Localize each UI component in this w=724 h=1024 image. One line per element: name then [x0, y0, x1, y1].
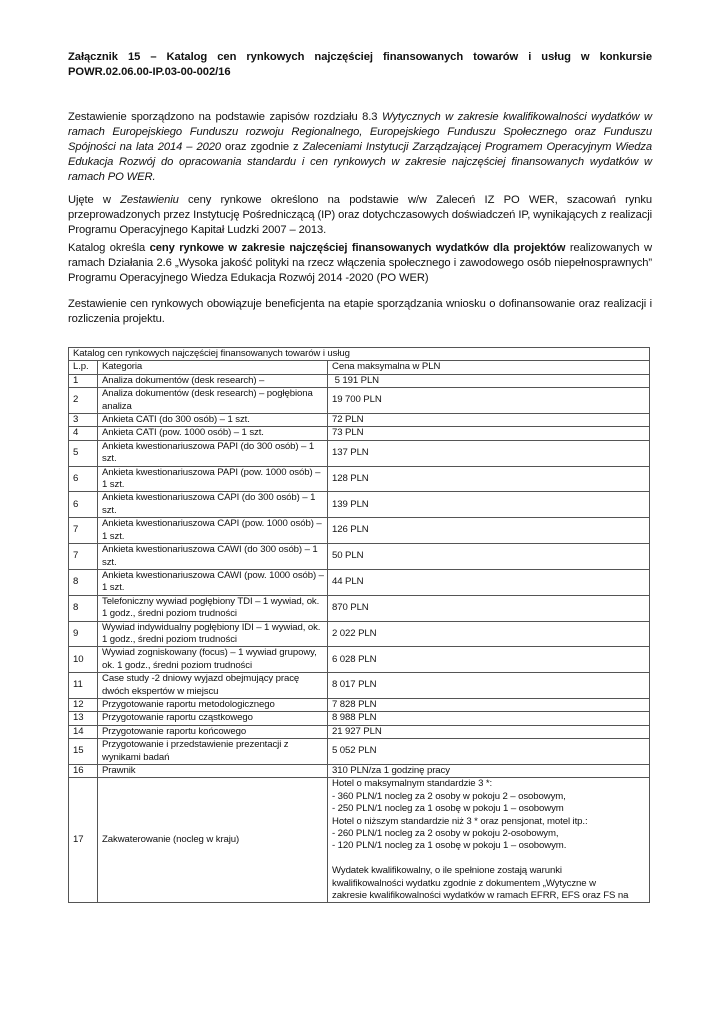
table-row	[69, 712, 650, 725]
row-price: 21 927 PLN	[328, 725, 650, 738]
row-category: Wywiad indywidualny pogłębiony IDI – 1 wywiad, ok. 1 godz., średni poziom trudności	[98, 621, 328, 647]
row-lp: 8	[69, 595, 98, 621]
table-row	[69, 698, 650, 711]
row-category: Analiza dokumentów (desk research) –	[98, 374, 328, 387]
eligibility-note-line: Wydatek kwalifikowalny, o ile spełnione zostają warunki	[332, 865, 562, 877]
row-price: 19 700 PLN	[328, 388, 650, 414]
row-price: 5 191 PLN	[328, 374, 650, 387]
table-row	[69, 569, 650, 595]
document-title: Załącznik 15 – Katalog cen rynkowych najczęściej finansowanych towarów i usług w konkursie POWR.02.06.00-IP.03-00-002/16	[68, 51, 652, 78]
row-category: Wywiad zogniskowany (focus) – 1 wywiad grupowy, ok. 1 godz., średni poziom trudności	[98, 647, 328, 673]
table-row	[69, 765, 650, 778]
row-lp: 4	[69, 427, 98, 440]
row-lp: 17	[69, 778, 98, 903]
row-price: 2 022 PLN	[328, 621, 650, 647]
header-price: Cena maksymalna w PLN	[328, 361, 650, 374]
row-lp: 10	[69, 647, 98, 673]
row-price: 8 988 PLN	[328, 712, 650, 725]
accommodation-row	[69, 778, 650, 903]
row-category: Ankieta kwestionariuszowa CAPI (do 300 osób) – 1 szt.	[98, 492, 328, 518]
row-category: Prawnik	[98, 765, 328, 778]
row-lp: 7	[69, 544, 98, 570]
table-row	[69, 621, 650, 647]
row-category: Ankieta kwestionariuszowa CAPI (pow. 1000 osób) – 1 szt.	[98, 518, 328, 544]
row-lp: 2	[69, 388, 98, 414]
applicability-paragraph: Zestawienie cen rynkowych obowiązuje beneficjenta na etapie sporządzania wniosku o dofinansowanie oraz realizacji i rozliczenia projektu.	[68, 298, 652, 325]
row-lp: 6	[69, 492, 98, 518]
row-price: 6 028 PLN	[328, 647, 650, 673]
row-price: 72 PLN	[328, 414, 650, 427]
row-price: 5 052 PLN	[328, 739, 650, 765]
table-row	[69, 492, 650, 518]
row-lp: 14	[69, 725, 98, 738]
table-row	[69, 725, 650, 738]
guidelines-title: Wytycznych w zakresie kwalifikowalności wydatków w ramach Europejskiego Funduszu rozwoju Regionalnego, Europejskiego Funduszu Społecznego oraz Funduszu Spójności na lata 2014 – 2020	[68, 111, 652, 153]
price-catalog-table	[68, 347, 650, 903]
table-row	[69, 673, 650, 699]
prices-basis-paragraph	[68, 193, 652, 238]
row-lp: 8	[69, 569, 98, 595]
row-lp: 12	[69, 698, 98, 711]
prices-basis-text: Ujęte w	[68, 194, 121, 206]
table-row	[69, 414, 650, 427]
table-row	[69, 374, 650, 387]
accommodation-line: - 120 PLN/1 nocleg za 1 osobę w pokoju 1 – osobowym.	[332, 840, 567, 852]
table-row	[69, 440, 650, 466]
accommodation-line: Hotel o maksymalnym standardzie 3 *:	[332, 778, 493, 790]
table-row	[69, 544, 650, 570]
row-price: 50 PLN	[328, 544, 650, 570]
accommodation-line: - 250 PLN/1 nocleg za 1 osobę w pokoju 1 – osobowym	[332, 803, 564, 815]
row-lp: 15	[69, 739, 98, 765]
row-price: 73 PLN	[328, 427, 650, 440]
row-category: Ankieta kwestionariuszowa PAPI (pow. 1000 osób) – 1 szt.	[98, 466, 328, 492]
intro-text: Zestawienie sporządzono na podstawie zapisów rozdziału 8.3	[68, 111, 382, 123]
row-price: 139 PLN	[328, 492, 650, 518]
catalog-scope-paragraph	[68, 241, 652, 286]
intro-paragraph	[68, 110, 652, 185]
row-price: 128 PLN	[328, 466, 650, 492]
row-price: 870 PLN	[328, 595, 650, 621]
accommodation-price-details	[328, 778, 650, 903]
row-category: Analiza dokumentów (desk research) – pogłębiona analiza	[98, 388, 328, 414]
row-price: 126 PLN	[328, 518, 650, 544]
table-row	[69, 518, 650, 544]
row-lp: 13	[69, 712, 98, 725]
row-category: Ankieta CATI (pow. 1000 osób) – 1 szt.	[98, 427, 328, 440]
row-price: 8 017 PLN	[328, 673, 650, 699]
table-row	[69, 388, 650, 414]
row-category: Przygotowanie raportu cząstkowego	[98, 712, 328, 725]
row-category: Telefoniczny wywiad pogłębiony TDI – 1 wywiad, ok. 1 godz., średni poziom trudności	[98, 595, 328, 621]
table-row	[69, 739, 650, 765]
table-caption: Katalog cen rynkowych najczęściej finansowanych towarów i usług	[69, 348, 650, 361]
prices-basis-text-2: ceny rynkowe określono na podstawie w/w Zaleceń IZ PO WER, szacowań rynku przeprowadzonych przez Instytucję Pośredniczącą (IP) oraz dotychczasowych doświadczeń IP, wynikających z realizacji Programu Operacyjnego Kapitał Ludzki 2007 – 2013.	[68, 194, 652, 236]
row-price: 137 PLN	[328, 440, 650, 466]
row-category: Zakwaterowanie (nocleg w kraju)	[98, 778, 328, 903]
table-row	[69, 647, 650, 673]
table-row	[69, 427, 650, 440]
row-lp: 5	[69, 440, 98, 466]
recommendations-title: Zaleceniami Instytucji Zarządzającej Programem Operacyjnym Wiedza Edukacja Rozwój do opracowania standardu i cen rynkowych w zakresie najczęściej finansowanych wydatków w ramach PO WER.	[68, 141, 652, 183]
row-lp: 11	[69, 673, 98, 699]
row-lp: 7	[69, 518, 98, 544]
row-price: 7 828 PLN	[328, 698, 650, 711]
row-category: Przygotowanie raportu metodologicznego	[98, 698, 328, 711]
row-category: Ankieta CATI (do 300 osób) – 1 szt.	[98, 414, 328, 427]
table-caption-row	[69, 348, 650, 361]
accommodation-line: - 360 PLN/1 nocleg za 2 osoby w pokoju 2 – osobowym,	[332, 790, 566, 802]
row-category: Ankieta kwestionariuszowa CAWI (do 300 osób) – 1 szt.	[98, 544, 328, 570]
row-category: Ankieta kwestionariuszowa CAWI (pow. 1000 osób) – 1 szt.	[98, 569, 328, 595]
accommodation-line: - 260 PLN/1 nocleg za 2 osoby w pokoju 2-osobowym,	[332, 828, 559, 840]
row-lp: 3	[69, 414, 98, 427]
header-category: Kategoria	[98, 361, 328, 374]
row-lp: 1	[69, 374, 98, 387]
catalog-scope-emphasis: ceny rynkowe w zakresie najczęściej finansowanych wydatków dla projektów	[149, 242, 566, 254]
spacer	[332, 853, 646, 865]
row-lp: 16	[69, 765, 98, 778]
table-header-row	[69, 361, 650, 374]
zestawienie-term: Zestawieniu	[120, 194, 179, 206]
accommodation-line: Hotel o niższym standardzie niż 3 * oraz pensjonat, motel itp.:	[332, 815, 588, 827]
table-row	[69, 595, 650, 621]
row-category: Przygotowanie raportu końcowego	[98, 725, 328, 738]
row-price: 310 PLN/za 1 godzinę pracy	[328, 765, 650, 778]
catalog-scope-text-2: realizowanych w ramach Działania 2.6 „Wysoka jakość polityki na rzecz włączenia społecznego i zawodowego osób niepełnosprawnych” Programu Operacyjnego Wiedza Edukacja Rozwój 2014 -2020 (PO WER)	[68, 242, 652, 284]
eligibility-note-line: zakresie kwalifikowalności wydatków w ramach EFRR, EFS oraz FS na	[332, 890, 629, 902]
row-price: 44 PLN	[328, 569, 650, 595]
row-category: Case study -2 dniowy wyjazd obejmujący pracę dwóch ekspertów w miejscu	[98, 673, 328, 699]
catalog-scope-text: Katalog określa	[68, 242, 150, 254]
row-lp: 6	[69, 466, 98, 492]
row-lp: 9	[69, 621, 98, 647]
header-lp: L.p.	[69, 361, 98, 374]
eligibility-note-line: kwalifikowalności wydatku zgodnie z dokumentem „Wytyczne w	[332, 877, 596, 889]
row-category: Ankieta kwestionariuszowa PAPI (do 300 osób) – 1 szt.	[98, 440, 328, 466]
row-category: Przygotowanie i przedstawienie prezentacji z wynikami badań	[98, 739, 328, 765]
table-row	[69, 466, 650, 492]
intro-text-2: oraz zgodnie z	[220, 141, 303, 153]
